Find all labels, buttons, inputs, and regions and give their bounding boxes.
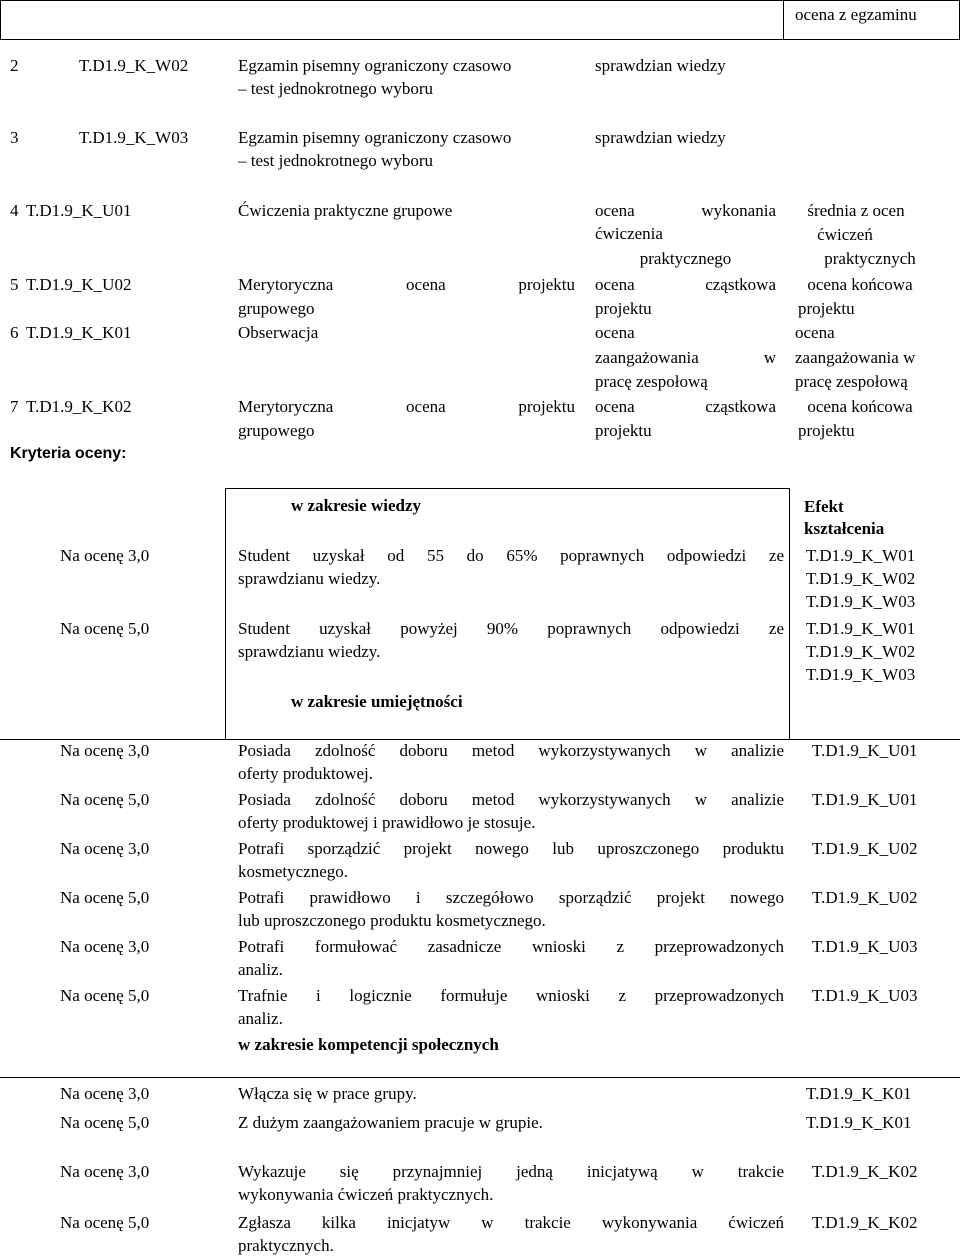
summary-line-2: projektu: [798, 421, 855, 440]
assessment-form: sprawdzian wiedzy: [595, 56, 726, 75]
method-line-2: grupowego: [238, 421, 315, 440]
criterion-text-line-2: oferty produktowej.: [238, 764, 374, 783]
table-section-divider: [0, 1077, 960, 1078]
grade-label: Na ocenę 5,0: [60, 986, 150, 1005]
learning-outcome-code: T.D1.9_K_U01: [26, 201, 132, 220]
grade-label: Na ocenę 5,0: [60, 790, 150, 809]
row-number: 7: [10, 397, 19, 416]
table-column-divider: [783, 0, 784, 40]
learning-outcome-code: T.D1.9_K_K01: [26, 323, 132, 342]
summary-line-2: ćwiczeń: [817, 225, 873, 244]
row-number: 2: [10, 56, 19, 75]
summary-line-1: ocena końcowa: [807, 397, 913, 416]
learning-effect-code: T.D1.9_K_W03: [806, 665, 916, 684]
effect-header-line-1: Efekt: [804, 497, 844, 516]
learning-outcome-code: T.D1.9_K_K02: [26, 397, 132, 416]
criterion-text-line-1: Z dużym zaangażowaniem pracuje w grupie.: [238, 1113, 543, 1132]
learning-effect-code: T.D1.9_K_K02: [812, 1213, 918, 1232]
grade-label: Na ocenę 3,0: [60, 1084, 150, 1103]
summary-line-3: praktycznych: [824, 249, 916, 268]
criterion-text-line-1: Włącza się w prace grupy.: [238, 1084, 417, 1103]
assessment-form-line-3: pracę zespołową: [595, 372, 708, 391]
row-number: 5: [10, 275, 19, 294]
summary-line-1: ocena: [795, 323, 835, 342]
learning-effect-code: T.D1.9_K_W03: [806, 592, 916, 611]
criterion-text-line-1: Trafnie i logicznie formułuje wnioski z przeprowadzonych: [238, 986, 784, 1005]
criterion-text-line-2: analiz.: [238, 960, 283, 979]
row-number: 6: [10, 323, 19, 342]
learning-effect-code: T.D1.9_K_W01: [806, 619, 916, 638]
row-number: 4: [10, 201, 19, 220]
grade-label: Na ocenę 5,0: [60, 619, 150, 638]
criterion-text-line-1: Zgłasza kilka inicjatyw w trakcie wykonywania ćwiczeń: [238, 1213, 784, 1232]
assessment-form-line-2: zaangażowania w: [595, 348, 776, 367]
learning-effect-code: T.D1.9_K_W01: [806, 546, 916, 565]
learning-effect-code: T.D1.9_K_U01: [812, 790, 918, 809]
criterion-text-line-2: lub uproszczonego produktu kosmetycznego.: [238, 911, 546, 930]
method-line-1: Egzamin pisemny ograniczony czasowo: [238, 56, 512, 75]
table-border-top: [0, 0, 960, 1]
summary-line-2: zaangażowania w: [795, 348, 916, 367]
learning-outcome-code: T.D1.9_K_W02: [79, 56, 189, 75]
method-line-1: Merytoryczna ocena projektu: [238, 397, 575, 416]
effect-header-line-2: kształcenia: [804, 519, 885, 538]
assessment-form-line-1: ocena cząstkowa: [595, 397, 776, 416]
row-number: 3: [10, 128, 19, 147]
assessment-form-line-1: ocena: [595, 323, 635, 342]
criterion-text-line-1: Wykazuje się przynajmniej jedną inicjatywą w trakcie: [238, 1162, 784, 1181]
criteria-heading: Kryteria oceny:: [10, 445, 127, 462]
assessment-form: sprawdzian wiedzy: [595, 128, 726, 147]
summary-line-1: ocena końcowa: [807, 275, 913, 294]
criterion-text-line-1: Potrafi prawidłowo i szczegółowo sporządzić projekt nowego: [238, 888, 784, 907]
learning-outcome-code: T.D1.9_K_W03: [79, 128, 189, 147]
criterion-text-line-2: oferty produktowej i prawidłowo je stosuje.: [238, 813, 536, 832]
summary-line-3: pracę zespołową: [795, 372, 908, 391]
criterion-text-line-2: kosmetycznego.: [238, 862, 348, 881]
learning-effect-code: T.D1.9_K_U02: [812, 839, 918, 858]
criterion-text-line-1: Potrafi sporządzić projekt nowego lub uproszczonego produktu: [238, 839, 784, 858]
grade-label: Na ocenę 3,0: [60, 741, 150, 760]
summary-line-1: średnia z ocen: [807, 201, 905, 220]
table-column-divider: [789, 488, 790, 740]
method-line-1: Egzamin pisemny ograniczony czasowo: [238, 128, 512, 147]
method-line-2: – test jednokrotnego wyboru: [238, 151, 433, 170]
grade-label: Na ocenę 5,0: [60, 1213, 150, 1232]
table-header-divider: [0, 39, 960, 40]
method: Obserwacja: [238, 323, 319, 342]
criterion-text-line-1: Student uzyskał powyżej 90% poprawnych odpowiedzi ze: [238, 619, 784, 638]
criterion-text-line-2: analiz.: [238, 1009, 283, 1028]
method-line-1: Merytoryczna ocena projektu: [238, 275, 575, 294]
assessment-form-line-1: ocena wykonania: [595, 201, 776, 220]
grade-label: Na ocenę 3,0: [60, 937, 150, 956]
learning-outcome-code: T.D1.9_K_U02: [26, 275, 132, 294]
assessment-form-line-2: ćwiczenia: [595, 224, 663, 243]
grade-label: Na ocenę 3,0: [60, 546, 150, 565]
criterion-text-line-1: Potrafi formułować zasadnicze wnioski z przeprowadzonych: [238, 937, 784, 956]
assessment-form-line-2: projektu: [595, 299, 652, 318]
criterion-text-line-2: sprawdzianu wiedzy.: [238, 642, 381, 661]
section-heading-knowledge: w zakresie wiedzy: [291, 496, 421, 515]
section-heading-skills: w zakresie umiejętności: [291, 692, 463, 711]
assessment-form-line-1: ocena cząstkowa: [595, 275, 776, 294]
criterion-text-line-1: Posiada zdolność doboru metod wykorzystywanych w analizie: [238, 790, 784, 809]
learning-effect-code: T.D1.9_K_K01: [806, 1113, 912, 1132]
grade-label: Na ocenę 3,0: [60, 839, 150, 858]
table-column-divider: [225, 488, 226, 740]
learning-effect-code: T.D1.9_K_U01: [812, 741, 918, 760]
learning-effect-code: T.D1.9_K_U03: [812, 986, 918, 1005]
table-border-top: [225, 488, 789, 489]
assessment-form-line-3: praktycznego: [639, 249, 732, 268]
learning-effect-code: T.D1.9_K_K02: [812, 1162, 918, 1181]
header-exam-grade: ocena z egzaminu: [795, 5, 917, 24]
section-heading-social: w zakresie kompetencji społecznych: [238, 1035, 499, 1054]
grade-label: Na ocenę 5,0: [60, 888, 150, 907]
learning-effect-code: T.D1.9_K_U02: [812, 888, 918, 907]
criterion-text-line-2: praktycznych.: [238, 1236, 334, 1255]
method-line-2: – test jednokrotnego wyboru: [238, 79, 433, 98]
method: Ćwiczenia praktyczne grupowe: [238, 201, 453, 220]
summary-line-2: projektu: [798, 299, 855, 318]
criterion-text-line-2: wykonywania ćwiczeń praktycznych.: [238, 1185, 494, 1204]
assessment-form-line-2: projektu: [595, 421, 652, 440]
criterion-text-line-1: Posiada zdolność doboru metod wykorzystywanych w analizie: [238, 741, 784, 760]
method-line-2: grupowego: [238, 299, 315, 318]
grade-label: Na ocenę 5,0: [60, 1113, 150, 1132]
criterion-text-line-2: sprawdzianu wiedzy.: [238, 569, 381, 588]
learning-effect-code: T.D1.9_K_U03: [812, 937, 918, 956]
learning-effect-code: T.D1.9_K_W02: [806, 569, 916, 588]
table-border-left: [0, 0, 1, 40]
learning-effect-code: T.D1.9_K_K01: [806, 1084, 912, 1103]
grade-label: Na ocenę 3,0: [60, 1162, 150, 1181]
learning-effect-code: T.D1.9_K_W02: [806, 642, 916, 661]
criterion-text-line-1: Student uzyskał od 55 do 65% poprawnych odpowiedzi ze: [238, 546, 784, 565]
